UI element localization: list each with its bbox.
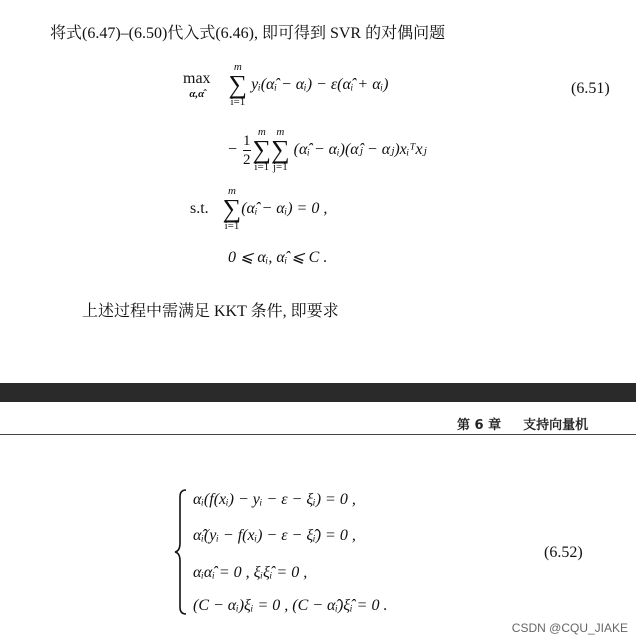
constraint-equality: (α̂ᵢ − αᵢ) = 0 , — [241, 200, 328, 217]
page-header — [457, 414, 588, 433]
sum-lower-limit: j=1 — [272, 161, 288, 173]
kkt-condition-3: αᵢα̂ᵢ = 0 , ξᵢξ̂ᵢ = 0 , — [193, 564, 308, 581]
constraint-line-1 — [190, 186, 327, 232]
sum-symbol-j: m ∑ j=1 — [271, 126, 290, 173]
chapter-label: 第 6 章 — [457, 418, 502, 433]
equation-number-6-52: (6.52) — [544, 544, 583, 561]
kkt-condition-1: αᵢ(f(xᵢ) − yᵢ − ε − ξᵢ) = 0 , — [193, 491, 356, 508]
equation-6-51-line1 — [183, 62, 388, 108]
sum-upper-limit: m — [227, 185, 236, 197]
subject-to-label: s.t. — [190, 200, 209, 217]
max-label: max — [183, 70, 211, 87]
objective-term-2: (α̂ᵢ − αᵢ)(α̂ⱼ − αⱼ)xᵢᵀxⱼ — [293, 141, 427, 158]
fraction-one-half — [243, 133, 251, 168]
constraint-line-2: 0 ⩽ αᵢ, α̂ᵢ ⩽ C . — [228, 249, 328, 266]
kkt-paragraph: 上述过程中需满足 KKT 条件, 即要求 — [82, 303, 339, 320]
sum-upper-limit: m — [276, 126, 285, 138]
equation-number-6-51: (6.51) — [571, 80, 610, 97]
sum-upper-limit: m — [257, 126, 266, 138]
sum-lower-limit: i=1 — [254, 161, 270, 173]
sum-lower-limit: i=1 — [230, 96, 246, 108]
minus-sign: − — [228, 141, 238, 158]
chapter-title: 支持向量机 — [523, 418, 589, 433]
fraction-denominator: 2 — [243, 151, 251, 168]
kkt-condition-4: (C − αᵢ)ξᵢ = 0 , (C − α̂ᵢ)ξ̂ᵢ = 0 . — [193, 597, 388, 614]
left-brace-icon — [174, 489, 188, 615]
objective-term-1: yᵢ(α̂ᵢ − αᵢ) − ε(α̂ᵢ + αᵢ) — [251, 76, 389, 93]
sum-upper-limit: m — [233, 61, 242, 73]
sum-symbol-constraint: m ∑ i=1 — [222, 185, 242, 232]
max-subscript: α,α̂ — [189, 88, 205, 100]
kkt-condition-2: α̂ᵢ(yᵢ − f(xᵢ) − ε − ξ̂ᵢ) = 0 , — [193, 527, 356, 544]
page-divider — [0, 383, 636, 402]
equation-6-51-line2 — [228, 123, 427, 177]
sum-symbol: m ∑ i=1 — [228, 61, 248, 108]
sum-symbol-i: m ∑ i=1 — [252, 126, 272, 173]
header-rule — [0, 434, 636, 435]
fraction-numerator: 1 — [243, 132, 251, 149]
sum-lower-limit: i=1 — [224, 220, 240, 232]
max-operator — [183, 70, 211, 100]
intro-paragraph: 将式(6.47)–(6.50)代入式(6.46), 即可得到 SVR 的对偶问题 — [50, 25, 446, 42]
watermark: CSDN @CQU_JIAKE — [511, 621, 628, 635]
